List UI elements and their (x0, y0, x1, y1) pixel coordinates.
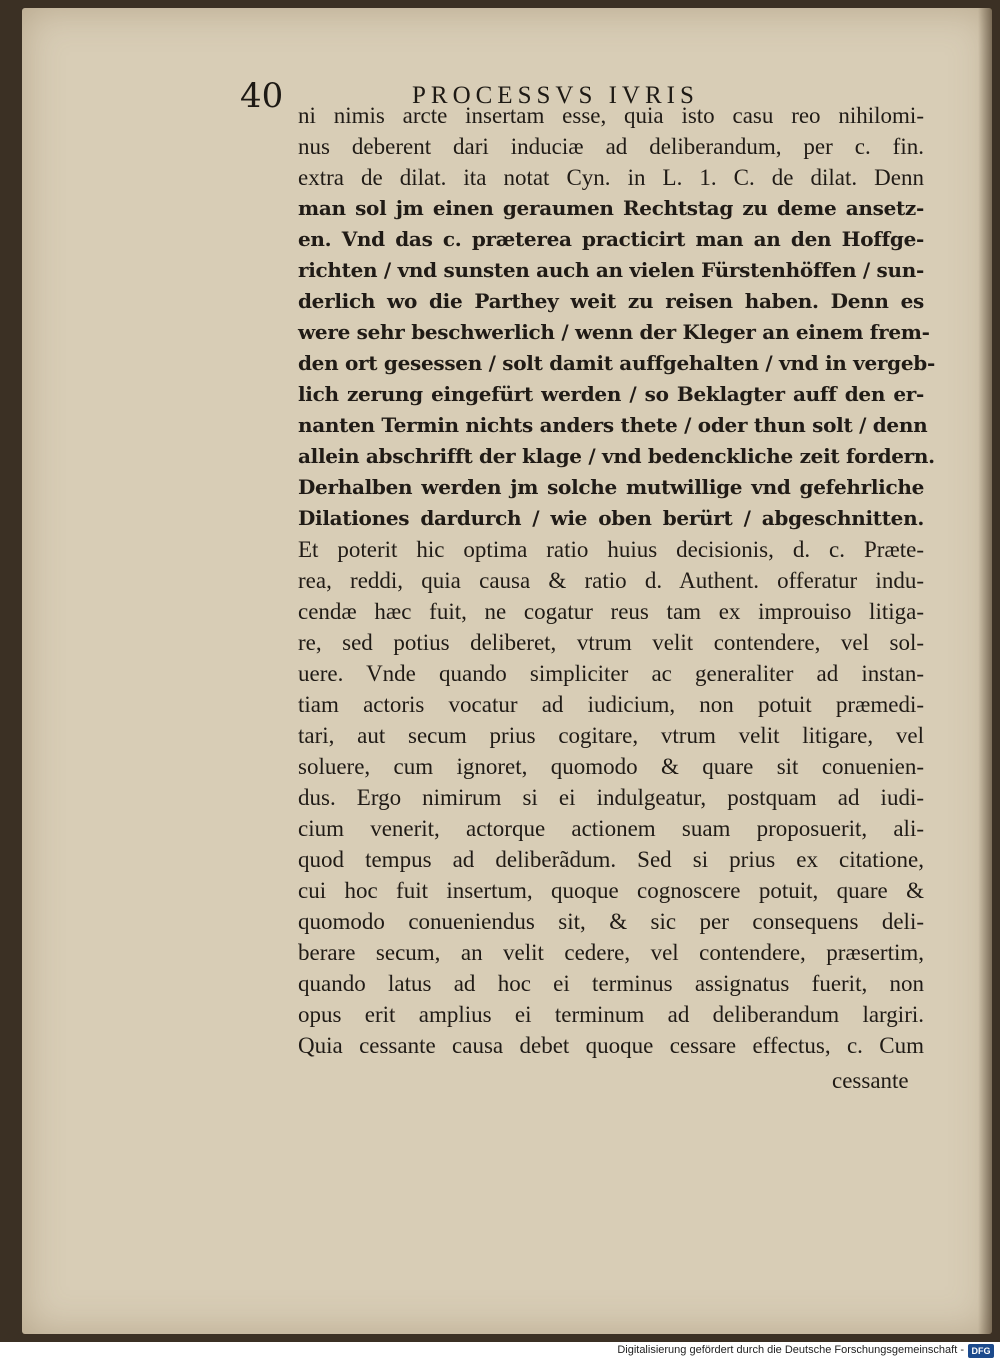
text-line: Et poterit hic optima ratio huius decisionis, d. c. Præte- (298, 537, 924, 562)
text-line: extra de dilat. ita notat Cyn. in L. 1. C. de dilat. Denn (298, 165, 924, 190)
text-line: berare secum, an velit cedere, vel contendere, præsertim, (298, 940, 924, 965)
footer-credit: Digitalisierung gefördert durch die Deutsche Forschungsgemeinschaft - (617, 1344, 964, 1356)
text-line: man sol jm einen geraumen Rechtstag zu deme ansetz- (298, 196, 924, 220)
text-line: Dilationes dardurch / wie oben berürt / abgeschnitten. (298, 506, 924, 530)
text-line: en. Vnd das c. præterea practicirt man an den Hoffge- (298, 227, 924, 251)
text-line: nus deberent dari induciæ ad deliberandum, per c. fin. (298, 134, 924, 159)
text-line: opus erit amplius ei terminum ad deliberandum largiri. (298, 1002, 924, 1027)
page-number: 40 (240, 76, 284, 116)
running-head: PROCESSVS IVRIS (412, 82, 699, 109)
text-line: were sehr beschwerlich / wenn der Kleger an einem frem- (298, 320, 930, 344)
text-line: dus. Ergo nimirum si ei indulgeatur, postquam ad iudi- (298, 785, 924, 810)
page-gutter-shadow (978, 8, 992, 1334)
text-line: den ort gesessen / solt damit auffgehalten / vnd in vergeb- (298, 351, 935, 375)
text-line: quando latus ad hoc ei terminus assignatus fuerit, non (298, 971, 924, 996)
text-line: quod tempus ad deliberãdum. Sed si prius ex citatione, (298, 847, 924, 872)
text-line: soluere, cum ignoret, quomodo & quare sit conuenien- (298, 754, 924, 779)
text-line: derlich wo die Parthey weit zu reisen haben. Denn es (298, 289, 924, 313)
text-line: quomodo conueniendus sit, & sic per consequens deli- (298, 909, 924, 934)
text-line: tiam actoris vocatur ad iudicium, non potuit præmedi- (298, 692, 924, 717)
text-line: Derhalben werden jm solche mutwillige vnd gefehrliche (298, 475, 924, 499)
text-line: cium venerit, actorque actionem suam proposuerit, ali- (298, 816, 924, 841)
text-line: lich zerung eingefürt werden / so Beklagter auff den er- (298, 382, 924, 406)
text-line: allein abschrifft der klage / vnd bedenckliche zeit fordern. (298, 444, 935, 468)
footer-bar (0, 1342, 1000, 1361)
text-line: rea, reddi, quia causa & ratio d. Authent. offeratur indu- (298, 568, 924, 593)
text-line: Quia cessante causa debet quoque cessare effectus, c. Cum (298, 1033, 924, 1058)
body-text (298, 100, 935, 1061)
catchword: cessante (832, 1068, 909, 1093)
text-line: cendæ hæc fuit, ne cogatur reus tam ex improuiso litiga- (298, 599, 924, 624)
text-line: cui hoc fuit insertum, quoque cognoscere potuit, quare & (298, 878, 924, 903)
text-line: richten / vnd sunsten auch an vielen Fürstenhöffen / sun- (298, 258, 924, 282)
text-line: nanten Termin nichts anders thete / oder thun solt / denn (298, 413, 928, 437)
dfg-logo: DFG (968, 1344, 994, 1358)
text-line: tari, aut secum prius cogitare, vtrum velit litigare, vel (298, 723, 924, 748)
text-line: ni nimis arcte insertam esse, quia isto casu reo nihilomi- (298, 103, 924, 128)
text-line: uere. Vnde quando simpliciter ac generaliter ad instan- (298, 661, 924, 686)
text-line: re, sed potius deliberet, vtrum velit contendere, vel sol- (298, 630, 924, 655)
